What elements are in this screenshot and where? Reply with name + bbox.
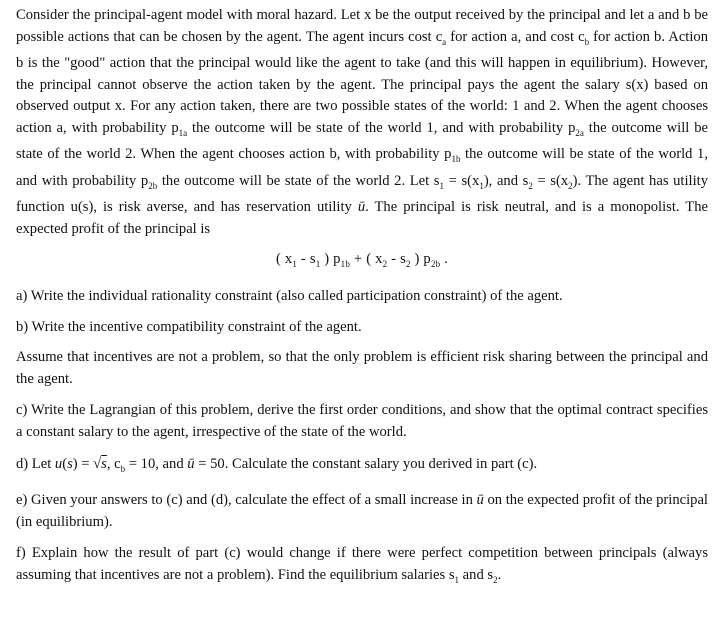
question-list bbox=[16, 286, 708, 591]
problem-intro: Consider the principal-agent model with moral hazard. Let x be the output received by the principal and let a and b be possible actions that can be chosen by the agent. The agent incurs cost $c_a$ for action a, and cost $c_b$ for action b. Action b is the "good" action that the principal would like the agent to take (and this will happen in equilibrium). However, the principal cannot observe the action taken by the agent. The principal pays the agent the salary s(x) based on observed output x. For any action taken, there are two possible states of the world: 1 and 2. When the agent chooses action a, with probability $p_{1a}$ the outcome will be state of the world 1, and with probability $p_{2a}$ the outcome will be state of the world 2. When the agent chooses action b, with probability $p_{1b}$ the outcome will be state of the world 1, and with probability $p_{2b}$ the outcome will be state of the world 2. Let $s_1 = s(x_1)$, and $s_2 = s(x_2)$. The agent has utility function u(s), is risk averse, and has reservation utility ū. The principal is risk neutral, and is a monopolist. The expected profit of the principal is bbox=[16, 7, 708, 237]
question-a: a) Write the individual rationality constraint (also called participation constraint) of the agent. bbox=[16, 288, 563, 305]
question-f: f) Explain how the result of part (c) would change if there were perfect competition between principals (always assuming that incentives are not a problem). Find the equilibrium salaries $s_1$ and $s_2$. bbox=[16, 545, 708, 585]
assumption-statement: Assume that incentives are not a problem, so that the only problem is efficient risk sharing between the principal and the agent. bbox=[16, 349, 708, 387]
question-d: d) Let u(s) = √s, $c_b = 10$, and ū = 50. Calculate the constant salary you derived in part (c). bbox=[16, 455, 538, 474]
question-c: c) Write the Lagrangian of this problem, derive the first order conditions, and show that the optimal contract specifies a constant salary to the agent, irrespective of the state of the world. bbox=[16, 402, 708, 441]
question-e: e) Given your answers to (c) and (d), calculate the effect of a small increase in ū on the expected profit of the principal (in equilibrium). bbox=[16, 492, 708, 530]
expected-profit-formula: ( $x_1 - s_1$ ) $p_{1b}$ + ( $x_2 - s_2$ ) $p_{2b}$ . bbox=[275, 250, 449, 269]
question-b: b) Write the incentive compatibility constraint of the agent. bbox=[16, 318, 362, 335]
problem-document bbox=[16, 5, 708, 601]
